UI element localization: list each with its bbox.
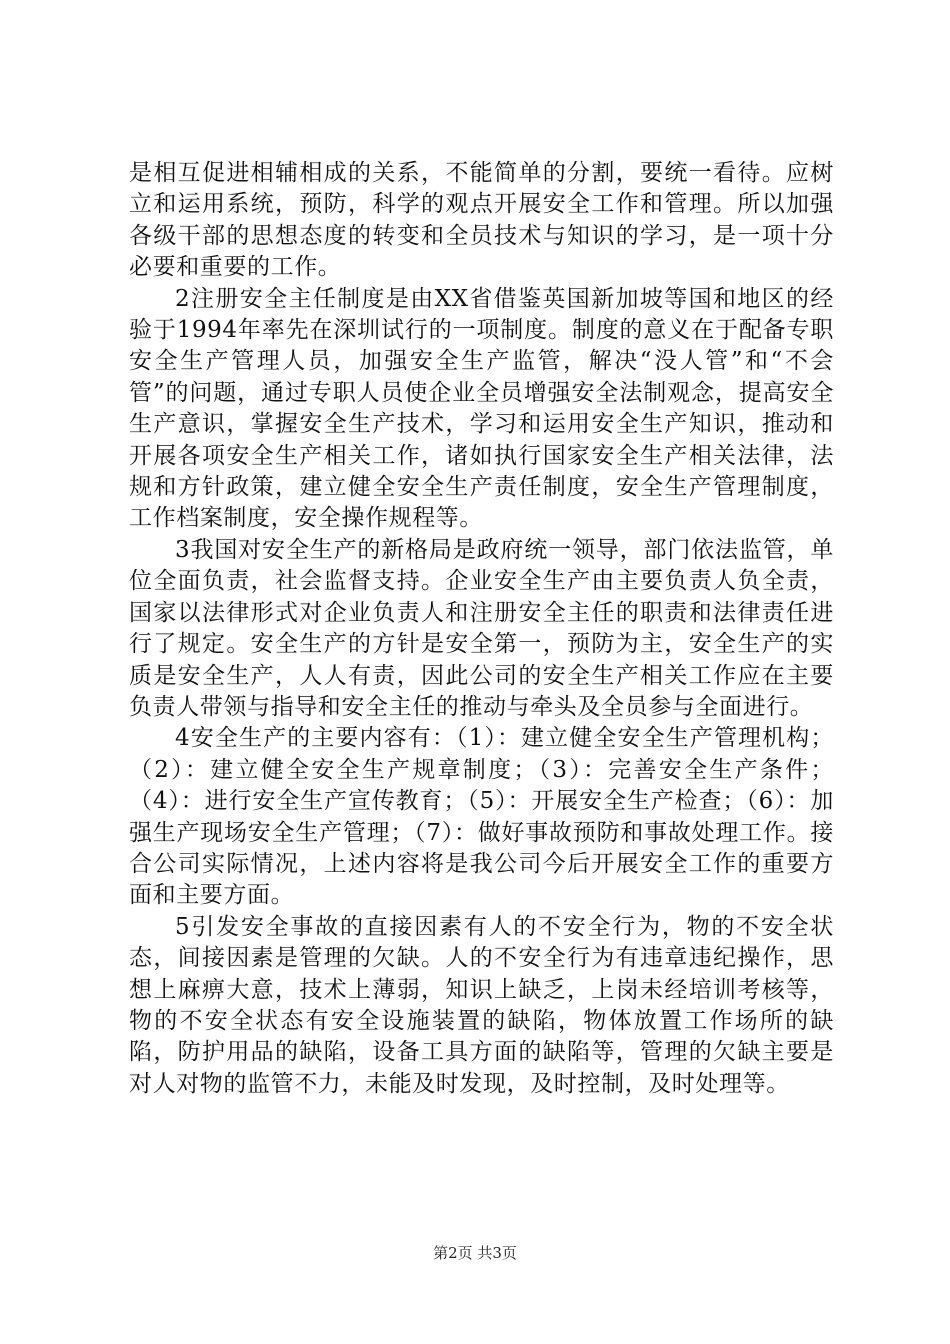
page-number-footer: 第2页 共3页 — [433, 1244, 517, 1262]
paragraph-2: 2注册安全主任制度是由XX省借鉴英国新加坡等国和地区的经验于1994年率先在深圳试行的一项制度。制度的意义在于配备专职安全生产管理人员，加强安全生产监管，解决“没人管”和“不会管”的问题，通过专职人员使企业全员增强安全法制观念，提高安全生产意识，掌握安全生产技术，学习和运用安全生产知识，推动和开展各项安全生产相关工作，诸如执行国家安全生产相关法律，法规和方针政策，建立健全安全生产责任制度，安全生产管理制度，工作档案制度，安全操作规程等。 — [129, 285, 834, 532]
paragraph-3: 3我国对安全生产的新格局是政府统一领导，部门依法监管，单位全面负责，社会监督支持。企业安全生产由主要负责人负全责，国家以法律形式对企业负责人和注册安全主任的职责和法律责任进行了规定。安全生产的方针是安全第一，预防为主，安全生产的实质是安全生产，人人有责，因此公司的安全生产相关工作应在主要负责人带领与指导和安全主任的推动与牵头及全员参与全面进行。 — [129, 536, 834, 720]
paragraph-5: 5引发安全事故的直接因素有人的不安全行为，物的不安全状态，间接因素是管理的欠缺。人的不安全行为有违章违纪操作，思想上麻痹大意，技术上薄弱，知识上缺乏，上岗未经培训考核等，物的不安全状态有安全设施装置的缺陷，物体放置工作场所的缺陷，防护用品的缺陷，设备工具方面的缺陷等，管理的欠缺主要是对人对物的监管不力，未能及时发现，及时控制，及时处理等。 — [129, 913, 834, 1097]
paragraph-4: 4安全生产的主要内容有：（1）：建立健全安全生产管理机构；（2）：建立健全安全生产规章制度；（3）：完善安全生产条件；（4）：进行安全生产宣传教育；（5）：开展安全生产检查；（6）：加强生产现场安全生产管理；（7）：做好事故预防和事故处理工作。接合公司实际情况，上述内容将是我公司今后开展安全工作的重要方面和主要方面。 — [129, 725, 834, 909]
document-body — [129, 158, 834, 1100]
paragraph-continuation: 是相互促进相辅相成的关系，不能简单的分割，要统一看待。应树立和运用系统，预防，科学的观点开展安全工作和管理。所以加强各级干部的思想态度的转变和全员技术与知识的学习，是一项十分必要和重要的工作。 — [129, 160, 834, 281]
